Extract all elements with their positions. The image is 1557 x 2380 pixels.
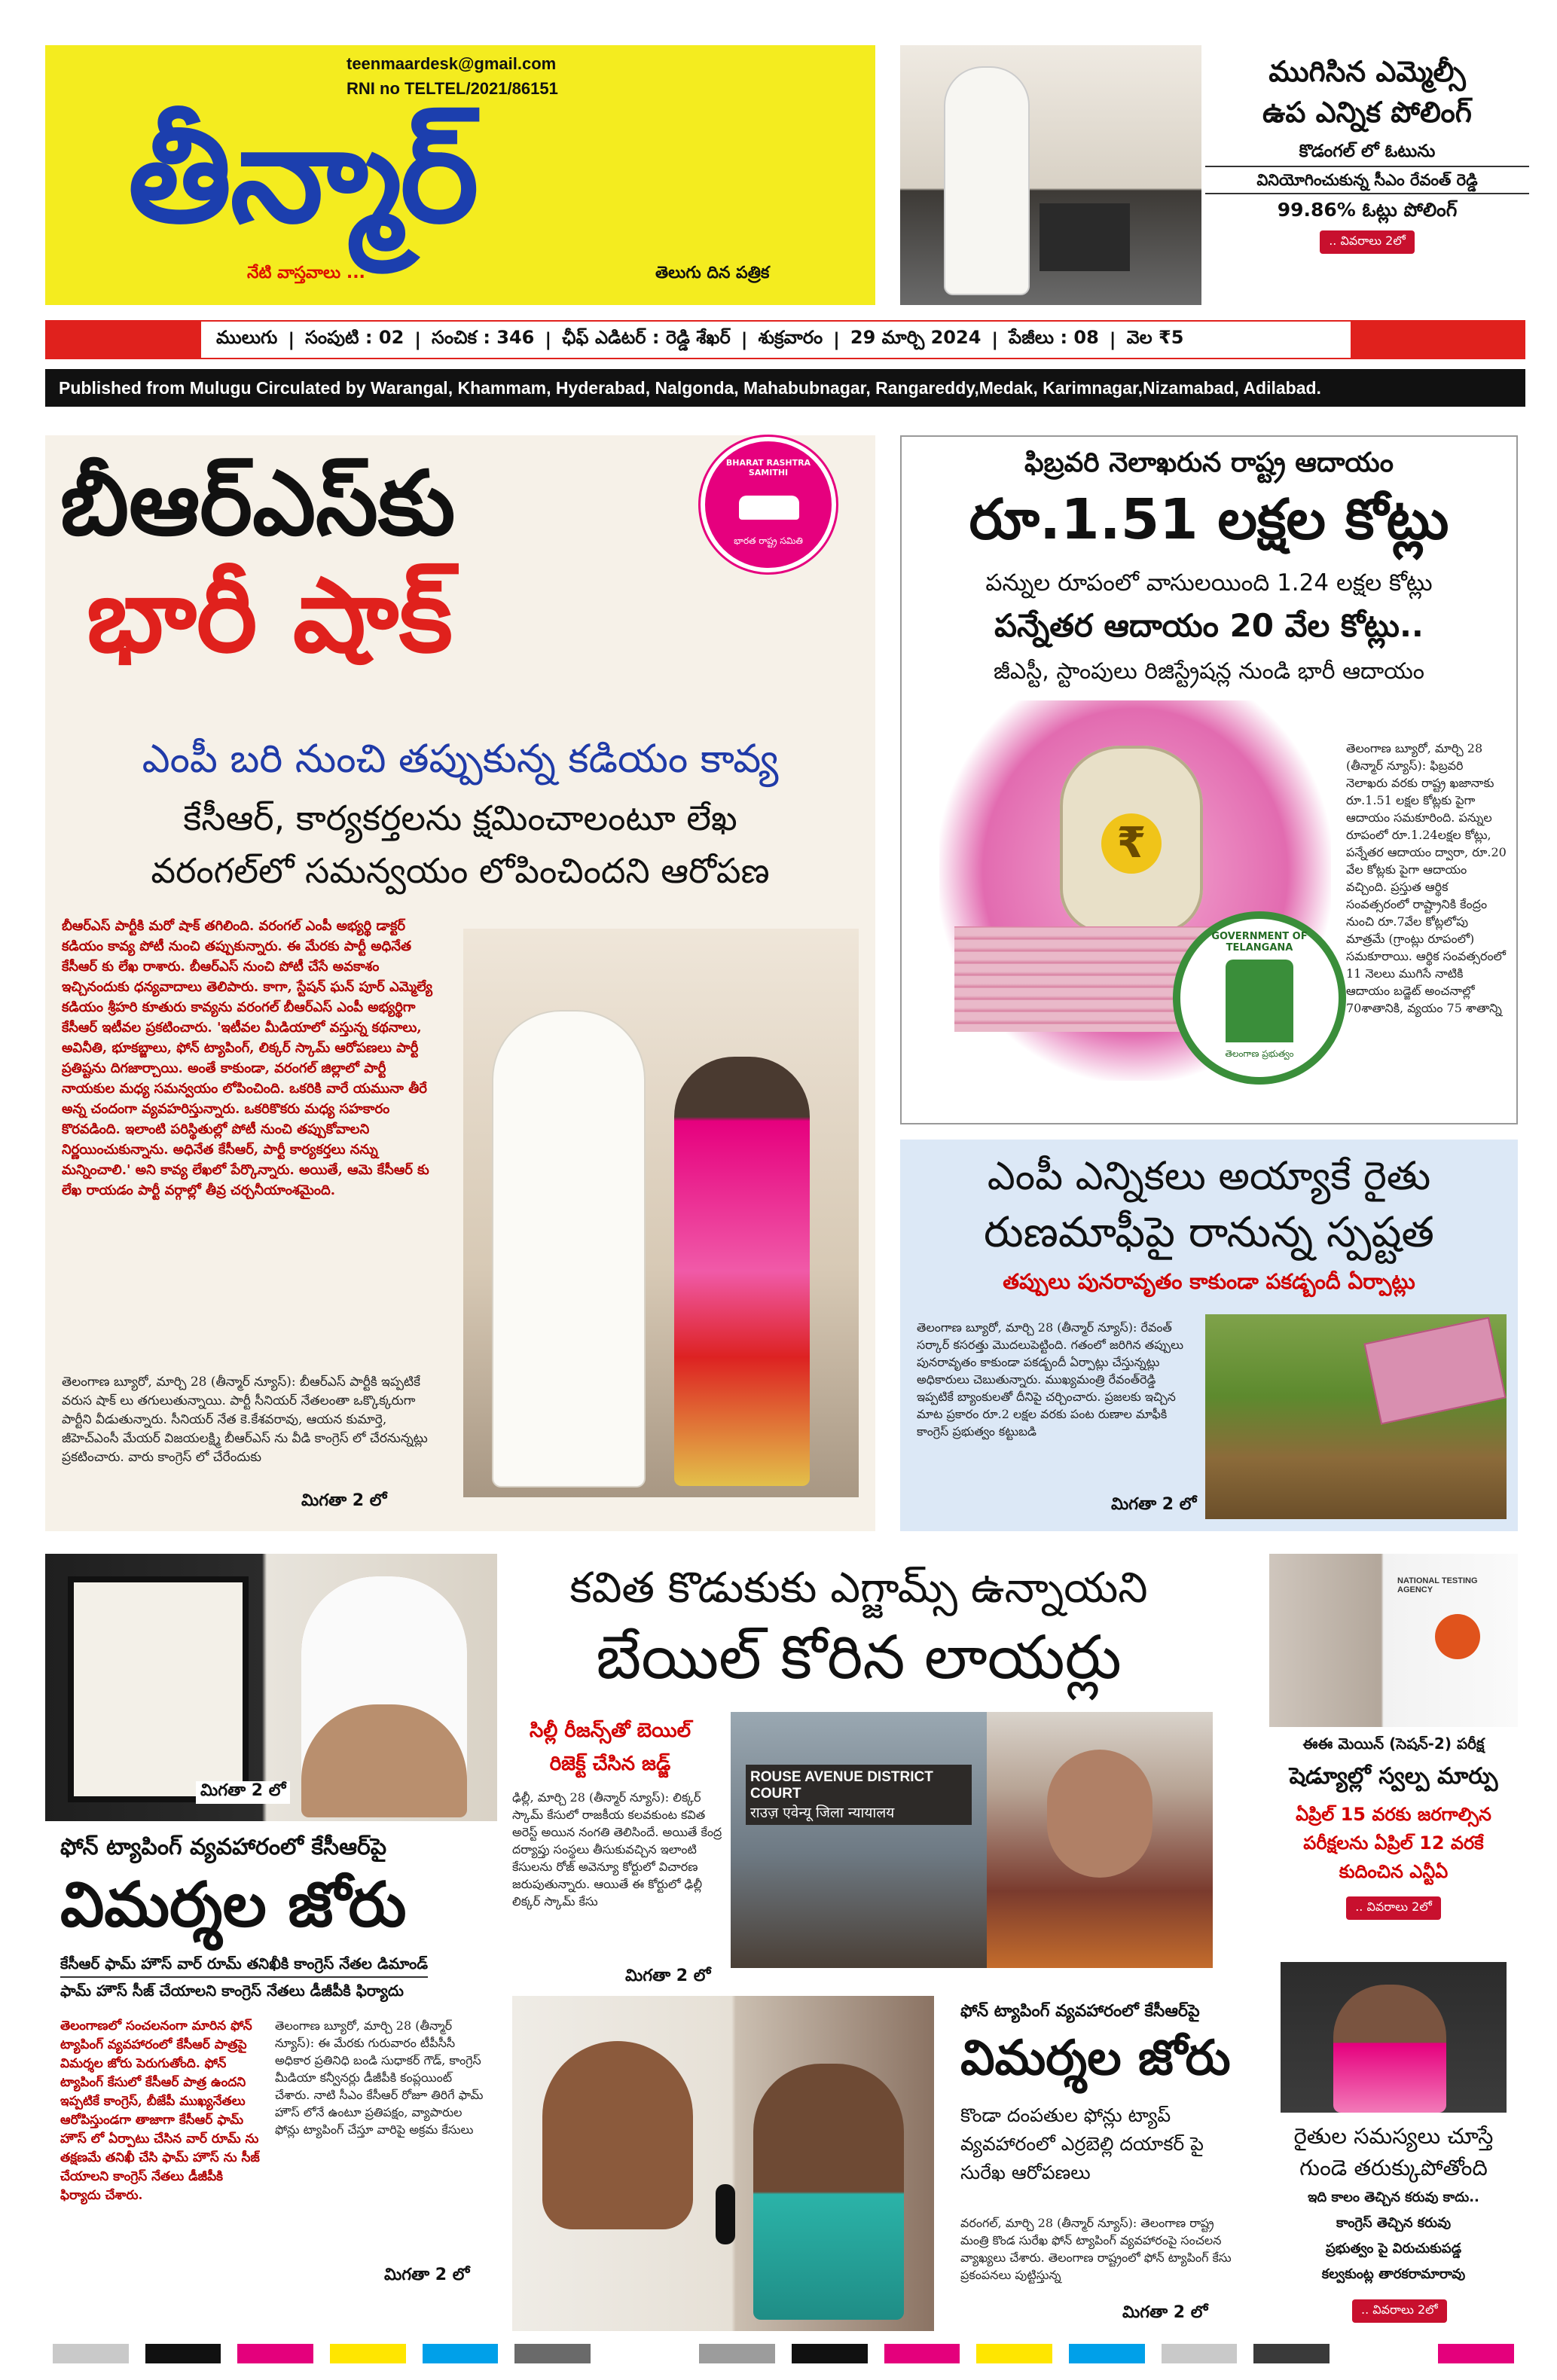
- top-story-l1: కొడంగల్ లో ఓటును: [1299, 142, 1436, 161]
- colorbar-swatch: [699, 2344, 775, 2363]
- dayakar-sub: ఫోన్ ట్యాపింగ్ వ్యవహారంలో కేసీఆర్‌పై: [960, 2002, 1200, 2021]
- ballot-box: [1040, 203, 1130, 271]
- brs-story: [45, 435, 875, 1531]
- kavitha-h1: కవిత కొడుకుకు ఎగ్జామ్స్ ఉన్నాయని: [569, 1564, 1148, 1613]
- colorbar-swatch: [1346, 2344, 1422, 2363]
- ee-main-headline: షెడ్యూల్లో స్వల్ప మార్పు: [1289, 1763, 1498, 1790]
- kcr-tapping-sub1: కేసీఆర్ ఫామ్ హౌస్ వార్ రూమ్ తనిఖీకి కాంగ్రెస్ నేతల డిమాండ్: [60, 1954, 428, 1978]
- kcr-tapping-headline: విమర్శల జోరు: [60, 1869, 407, 1941]
- revenue-story: [900, 435, 1518, 1124]
- revenue-h4: పన్నేతర ఆదాయం 20 వేల కోట్లు..: [994, 607, 1424, 644]
- colorbar-swatch: [330, 2344, 406, 2363]
- ktr-h1: రైతుల సమస్యలు చూస్తే: [1293, 2123, 1494, 2149]
- nta-photo: [1269, 1554, 1518, 1727]
- published-line: Published from Mulugu Circulated by Warangal, Khammam, Hyderabad, Nalgonda, Mahabubnagar, Rangareddy,Medak, Karimnagar,Nizamabad, Adilabad.: [59, 378, 1321, 398]
- currency-note-icon: [1363, 1317, 1506, 1425]
- dayakar-lead: కొండా దంపతుల ఫోన్లు ట్యాప్ వ్యవహారంలో ఎర్రబెల్లి దయాకర్ పై సురేఖ ఆరోపణలు: [960, 2104, 1204, 2183]
- brs-logo-text: BHARAT RASHTRA SAMITHI: [725, 458, 811, 478]
- kavitha-continued: [625, 1967, 710, 1989]
- ee-main-l2: ఏప్రిల్ 15 వరకు జరగాల్సిన: [1296, 1804, 1491, 1825]
- dayakar-story: [512, 1996, 1254, 2335]
- colorbar-swatch: [1253, 2344, 1330, 2363]
- kcr-tapping-body2: తెలంగాణ బ్యూరో, మార్చి 28 (తీన్మార్ న్యూస్): ఈ మేరకు గురువారం టీపీసీసీ అధికార ప్రతినిధి బండి సుధాకర్ గౌడ్, కాంగ్రెస్ మీడియా కన్వీనర్లు డీజీపీకి కంప్లయింట్ చేశారు. నాటి సీఎం కేసీఆర్ రోజూ తిరిగే ఫామ్ హౌస్ లోనే ఉంటూ ప్రతిపక్షం, వ్యాపారుల ఫోన్లు ట్యాపింగ్ చేస్తూ వారిపై అక్రమ కేసులు: [275, 2018, 484, 2137]
- dateline-date: 29 మార్చి 2024: [850, 327, 982, 348]
- dayakar-surekha-photo: [512, 1996, 934, 2331]
- dateline-price: వెల ₹5: [1126, 327, 1184, 348]
- ee-main-l4: కుదించిన ఎన్టీఏ: [1339, 1861, 1449, 1882]
- dateline-issue: సంచిక : 346: [432, 327, 535, 348]
- brs-continued-text: మిగతా 2 లో: [301, 1491, 387, 1510]
- money-bag-icon: [1060, 746, 1203, 934]
- farmers-body: తెలంగాణ బ్యూరో, మార్చి 28 (తీన్మార్ న్యూస్): రేవంత్ సర్కార్ కసరత్తు మొదలుపెట్టింది. గతంలో జరిగిన తప్పులు పునరావృతం కాకుండా పకడ్బందీ ఏర్పాట్లు చేస్తున్నట్లు అధికారులు చెబుతున్నారు. ముఖ్యమంత్రి రేవంత్‌రెడ్డి ఇప్పటికే బ్యాంకులతో దీనిపై చర్చించారు. ప్రజలకు ఇచ్చిన మాట ప్రకారం రూ.2 లక్షల వరకు పంట రుణాల మాఫీకి కాంగ్రెస్ ప్రభుత్వం కట్టుబడి: [917, 1320, 1184, 1439]
- revenue-h2: రూ.1.51 లక్షల కోట్లు: [969, 487, 1449, 552]
- ktr-l4: కల్వకుంట్ల తారకరామారావు: [1321, 2266, 1466, 2282]
- brs-sub2: కేసీఆర్, కార్యకర్తలను క్షమించాలంటూ లేఖ: [183, 798, 737, 838]
- farmers-h1: ఎంపీ ఎన్నికలు అయ్యాకే రైతు: [987, 1154, 1431, 1199]
- farmers-continued: [1111, 1495, 1196, 1518]
- brs-headline-2: భారీ షాక్: [87, 557, 453, 676]
- top-story-h2: ఉప ఎన్నిక పోలింగ్: [1262, 96, 1472, 129]
- colorbar-swatch: [1162, 2344, 1238, 2363]
- dayakar-headline: విమర్శల జోరు: [960, 2031, 1231, 2086]
- ktr-l2: కాంగ్రెస్ తెచ్చిన కరువు: [1336, 2215, 1452, 2231]
- colorbar-swatch: [1069, 2344, 1145, 2363]
- dayakar-continued: [1122, 2303, 1207, 2326]
- kcr-portrait: [301, 1576, 467, 1817]
- print-colorbar: [53, 2344, 1514, 2363]
- masthead-rni: RNI no TELTEL/2021/86151: [347, 79, 558, 98]
- nta-check-icon: [1435, 1614, 1480, 1659]
- top-story-h1: ముగిసిన ఎమ్మెల్సీ: [1268, 55, 1466, 88]
- brs-logo: [701, 437, 836, 572]
- dateline-editor: ఛీఫ్ ఎడిటర్ : రెడ్డి శేఖర్: [562, 327, 731, 348]
- letter-page-icon: [68, 1576, 249, 1802]
- dayakar-body: వరంగల్, మార్చి 28 (తీన్మార్ న్యూస్): తెలంగాణ రాష్ట్ర మంత్రి కొండ సురేఖ ఫోన్ ట్యాపింగ్ వ్యవహారంపై సంచలన వ్యాఖ్యలు చేశారు. తెలంగాణ రాష్ట్రంలో ఫోన్ ట్యాపింగ్ కేసు ప్రకంపనలు పుట్టిస్తున్న: [960, 2216, 1232, 2282]
- revenue-body: తెలంగాణ బ్యూరో, మార్చి 28 (తీన్మార్ న్యూస్): ఫిబ్రవరి నెలాఖరు వరకు రాష్ట్ర ఖజానాకు రూ.1.51 లక్షల కోట్లకు పైగా ఆదాయం సమకూరింది. పన్నుల రూపంలో రూ.1.24లక్షల కోట్లు, పన్నేతర ఆదాయం ద్వారా, రూ.20 వేల కోట్లకు పైగా ఆదాయం వచ్చింది. ప్రస్తుత ఆర్థిక సంవత్సరంలో రాష్ట్రానికి కేంద్రం నుంచి రూ.7వేల కోట్లలోపు మాత్రమే (గ్రాంట్లు రూపంలో) సమకూరాయి. ఆర్థిక సంవత్సరంలో 11 నెలలు ముగిసే నాటికి ఆదాయం బడ్జెట్ అంచనాల్లో 70శాతానికి, వ్యయం 75 శాతాన్ని: [1346, 741, 1507, 1015]
- ktr-more-tag[interactable]: .. వివరాలు 2లో: [1352, 2299, 1447, 2323]
- brs-body-1: బీఆర్ఎస్ పార్టీకి మరో షాక్ తగిలింది. వరంగల్ ఎంపీ అభ్యర్థి డాక్టర్ కడియం కావ్య పోటీ నుంచి తప్పుకున్నారు. ఈ మేరకు పార్టీ అధినేత కేసీఆర్ కు లేఖ రాశారు. బీఆర్ఎస్ నుంచి పోటీ చేసే అవకాశం ఇచ్చినందుకు ధన్యవాదాలు తెలిపారు. కాగా, స్టేషన్ ఘన్ పూర్ ఎమ్మెల్యే కడియం శ్రీహరి కూతురు కావ్యను వరంగల్ బీఆర్ఎస్ ఎంపీ అభ్యర్థిగా కేసీఆర్ ఇటీవల ప్రకటించారు. 'ఇటీవల మీడియాలో వస్తున్న కథనాలు, అవినీతి, భూకబ్జాలు, ఫోన్ ట్యాపింగ్, లిక్కర్ స్కామ్ ఆరోపణలు పార్టీ ప్రతిష్టను దిగజార్చాయి. అంతే కాకుండా, వరంగల్ జిల్లాలో పార్టీ నాయకుల మధ్య సమన్వయం లోపించింది. ఒకరికి వారే యమునా తీరే అన్న చందంగా వ్యవహరిస్తున్నారు. ఒకరికొకరు మధ్య సహకారం కొరవడింది. ఇలాంటి పరిస్థితుల్లో పోటీ నుంచి తప్పుకోవాలని నిర్ణయించుకున్నాను. అధినేత కేసీఆర్, పార్టీ కార్యకర్తలు నన్ను మన్నించాలి.' అని కావ్య లేఖలో పేర్కొన్నారు. అయితే, ఆమె కేసీఆర్ కు లేఖ రాయడం పార్టీ వర్గాల్లో తీవ్ర చర్చనీయాంశమైంది.: [62, 918, 433, 1198]
- ee-main-more-tag[interactable]: .. వివరాలు 2లో: [1346, 1896, 1441, 1920]
- surekha-figure: [753, 2064, 904, 2320]
- colorbar-swatch: [237, 2344, 313, 2363]
- court-photo: [731, 1712, 987, 1968]
- farm-photo: [1205, 1314, 1507, 1519]
- kavitha-sub2: రిజెక్ట్ చేసిన జడ్జ్: [549, 1753, 671, 1775]
- colorbar-swatch: [53, 2344, 129, 2363]
- brs-sub3: వరంగల్‌లో సమన్వయం లోపించిందని ఆరోపణ: [151, 850, 770, 891]
- car-icon: [739, 496, 799, 520]
- kcr-tapping-story: [45, 1554, 497, 2307]
- colorbar-swatch: [514, 2344, 591, 2363]
- dateline-place: ములుగు: [216, 327, 278, 348]
- kcr-kavya-photo: [463, 929, 859, 1497]
- top-story-l3: 99.86% ఓట్లు పోలింగ్: [1277, 199, 1458, 221]
- kcr-figure: [493, 1012, 644, 1486]
- charminar-icon: [1226, 960, 1293, 1042]
- kavitha-continued-text: మిగతా 2 లో: [625, 1967, 711, 1985]
- telangana-seal: [1173, 911, 1346, 1085]
- ktr-l3: ప్రభుత్వం పై విరుచుకుపడ్డ: [1325, 2241, 1462, 2256]
- dateline-inner: ములుగు | సంపుటి : 02 | సంచిక : 346 | ఛీఫ్ ఎడిటర్ : రెడ్డి శేఖర్ | శుక్రవారం | 29 మార్చి 2024 | పేజీలు : 08 | వెల ₹5: [200, 320, 1352, 359]
- kcr-tapping-continued-text: మిగతా 2 లో: [384, 2266, 470, 2284]
- microphone-icon: [716, 2184, 735, 2244]
- top-story: [1205, 51, 1529, 254]
- brs-headline-1: బీఆర్ఎస్‌కు: [60, 451, 456, 555]
- dateline-volume: సంపుటి : 02: [305, 327, 405, 348]
- kcr-tapping-sub2: ఫామ్ హౌస్ సీజ్ చేయాలని కాంగ్రెస్ నేతలు డీజీపీకి ఫిర్యాదు: [60, 1982, 404, 2000]
- kavitha-body: ఢిల్లీ, మార్చి 28 (తీన్మార్ న్యూస్): లిక్కర్ స్కామ్ కేసులో రాజకీయ కలవకుంట కవిత అరెస్ట్ అయిన నంగతి తెలిసిందే. అయితే కేంద్ర దర్యాప్తు సంస్థలు తీసుకువచ్చిన ఇలాంటి కేసులను రోజ్ అవెన్యూ కోర్టులో విచారణ జరుపుతున్నారు. ఆయితే ఈ కోర్టులో ఢిల్లీ లిక్కర్ స్కామ్ కేసు: [512, 1790, 722, 1909]
- published-bar: [45, 369, 1525, 407]
- masthead-title: తీన్మార్: [128, 98, 478, 252]
- farmers-continued-text: మిగతా 2 లో: [1111, 1495, 1197, 1514]
- seal-text: GOVERNMENT OF TELANGANA: [1211, 931, 1308, 954]
- court-sign-hi: राउज़ एवेन्यू जिला न्यायालय: [750, 1805, 895, 1821]
- nta-logo-text: NATIONAL TESTING AGENCY: [1397, 1576, 1478, 1594]
- kcr-letter-photo: [45, 1554, 497, 1821]
- brs-continued: [301, 1491, 386, 1514]
- ktr-l1: ఇది కాలం తెచ్చిన కరువు కాదు..: [1308, 2189, 1479, 2205]
- colorbar-swatch: [792, 2344, 868, 2363]
- seal-sub: తెలంగాణ ప్రభుత్వం: [1225, 1048, 1294, 1059]
- kavitha-story: [505, 1554, 1258, 1991]
- kavitha-photo: [987, 1712, 1213, 1968]
- farmers-story: [900, 1140, 1518, 1531]
- revenue-h3: పన్నుల రూపంలో వాసులయింది 1.24 లక్షల కోట్లు: [985, 569, 1433, 597]
- court-sign: [746, 1765, 972, 1825]
- revenue-h1: ఫిబ్రవరి నెలాఖరున రాష్ట్ర ఆదాయం: [1024, 447, 1394, 478]
- ee-main-l1: ఈఈ మెయిన్ (సెషన్-2) పరీక్ష: [1302, 1735, 1485, 1753]
- colorbar-swatch: [884, 2344, 960, 2363]
- kavitha-face: [1047, 1750, 1152, 1878]
- kavitha-sub1: సిల్లీ రీజన్స్‌తో బెయిల్: [529, 1719, 691, 1742]
- brs-body-2: తెలంగాణ బ్యూరో, మార్చి 28 (తీన్మార్ న్యూస్): బీఆర్ఎస్ పార్టీకి ఇప్పటికే వరుస షాక్ లు తగులుతున్నాయి. పార్టీ సీనియర్ నేతలంతా ఒక్కొక్కరుగా పార్టీని వీడుతున్నారు. సీనియర్ నేత కె.కేశవరావు, ఆయన కుమార్తె, జీహెచ్ఎంసీ మేయర్ విజయలక్ష్మి బీఆర్ఎస్ ను వీడి కాంగ్రెస్ లో చేరనున్నట్లు ప్రకటించారు. వారు కాంగ్రెస్ లో చేరేందుకు: [62, 1375, 428, 1465]
- kcr-photo-continued: [196, 1781, 290, 1804]
- masthead-email: teenmaardesk@gmail.com: [347, 54, 557, 73]
- ee-main-story: [1269, 1554, 1518, 1953]
- colorbar-swatch: [607, 2344, 683, 2363]
- dateline-bar: [45, 320, 1525, 359]
- top-story-more-tag[interactable]: .. వివరాలు 2లో: [1320, 230, 1415, 254]
- court-sign-en: ROUSE AVENUE DISTRICT COURT: [750, 1769, 933, 1802]
- ktr-tag-wrap: [1352, 2299, 1447, 2323]
- top-story-l2: వినియోగించుకున్న సీఎం రేవంత్ రెడ్డి: [1205, 166, 1529, 194]
- kavya-figure: [674, 1057, 810, 1486]
- dayakar-face: [542, 2041, 693, 2229]
- colorbar-swatch: [145, 2344, 221, 2363]
- ktr-h2: గుండె తరుక్కుపోతోంది: [1299, 2155, 1488, 2180]
- kcr-photo-continued-text: మిగతా 2 లో: [200, 1781, 286, 1800]
- kcr-tapping-subtop: ఫోన్ ట్యాపింగ్ వ్యవహారంలో కేసీఆర్‌పై: [60, 1834, 387, 1860]
- revenue-h5: జీఎస్టీ, స్టాంపులు రిజిస్ట్రేషన్ల నుండి భారీ ఆదాయం: [993, 658, 1425, 685]
- voter-figure: [945, 68, 1028, 294]
- brs-logo-sub: భారత రాష్ట్ర సమితి: [734, 536, 803, 546]
- farmers-h2: రుణమాఫీపై రానున్న స్పష్టత: [983, 1208, 1434, 1257]
- dateline-day: శుక్రవారం: [758, 327, 823, 348]
- dayakar-continued-text: మిగతా 2 లో: [1122, 2303, 1208, 2322]
- ee-main-l3: పరీక్షలను ఏప్రిల్ 12 వరకే: [1303, 1832, 1484, 1854]
- farmers-sub: తప్పులు పునరావృతం కాకుండా పకడ్బందీ ఏర్పాట్లు: [1003, 1269, 1415, 1294]
- masthead-tagline: తెలుగు దిన పత్రిక: [655, 264, 770, 282]
- cm-voting-photo: [900, 45, 1201, 305]
- kcr-tapping-body1: తెలంగాణలో సంచలనంగా మారిన ఫోన్ ట్యాపింగ్ వ్యవహారంలో కేసీఆర్ పాత్రపై విమర్శల జోరు పెరుగుతోంది. ఫోన్ ట్యాపింగ్ కేసులో కేసీఆర్ పాత్ర ఉందని ఇప్పటికే కాంగ్రెస్, బీజేపీ ముఖ్యనేతలు ఆరోపిస్తుండగా తాజాగా కేసీఆర్ ఫామ్ హౌస్ లో ఏర్పాటు చేసిన వార్ రూమ్ ను తక్షణమే తనిఖీ చేసి ఫామ్ హౌస్ ను సీజ్ చేయాలని కాంగ్రెస్ నేతలు డీజీపీకి ఫిర్యాదు చేశారు.: [60, 2018, 260, 2203]
- ee-main-tag-wrap: [1269, 1896, 1518, 1920]
- brs-sub1: ఎంపీ బరి నుంచి తప్పుకున్న కడియం కావ్య: [45, 733, 875, 786]
- colorbar-swatch: [1438, 2344, 1514, 2363]
- masthead: [45, 45, 875, 305]
- colorbar-swatch: [423, 2344, 499, 2363]
- kavitha-h2: బేయిల్ కోరిన లాయర్లు: [596, 1622, 1122, 1692]
- ktr-photo: [1281, 1962, 1507, 2113]
- dateline-pages: పేజీలు : 08: [1009, 327, 1099, 348]
- ktr-figure: [1333, 1985, 1446, 2113]
- colorbar-swatch: [976, 2344, 1052, 2363]
- kcr-tapping-continued: [384, 2266, 469, 2288]
- ktr-story: [1269, 1962, 1518, 2331]
- masthead-slogan: నేటి వాస్తవాలు ...: [247, 264, 365, 282]
- rupee-icon: ₹: [1101, 813, 1162, 874]
